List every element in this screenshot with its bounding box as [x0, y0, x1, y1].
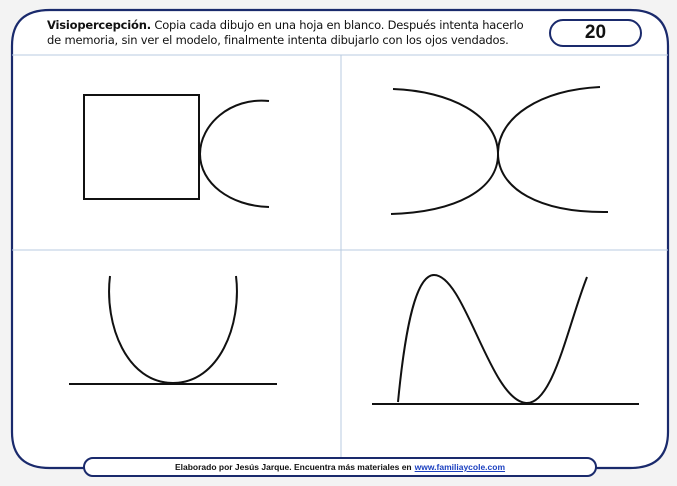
instructions-line-1: Copia cada dibujo en una hoja en blanco. Después intenta hacerlo de	[47, 18, 524, 47]
instructions	[47, 18, 537, 48]
page-number-badge	[549, 19, 642, 47]
footer-credit	[83, 457, 597, 477]
outer-frame	[12, 10, 668, 468]
instructions-line-2: memoria, sin ver el modelo, finalmente intenta dibujarlo con los ojos vendados.	[64, 33, 509, 47]
instructions-title: Visiopercepción.	[47, 18, 151, 32]
footer-link[interactable]: www.familiaycole.com	[414, 462, 506, 472]
footer-text: Elaborado por Jesús Jarque. Encuentra más materiales en	[174, 462, 412, 472]
page-number: 20	[584, 22, 607, 43]
